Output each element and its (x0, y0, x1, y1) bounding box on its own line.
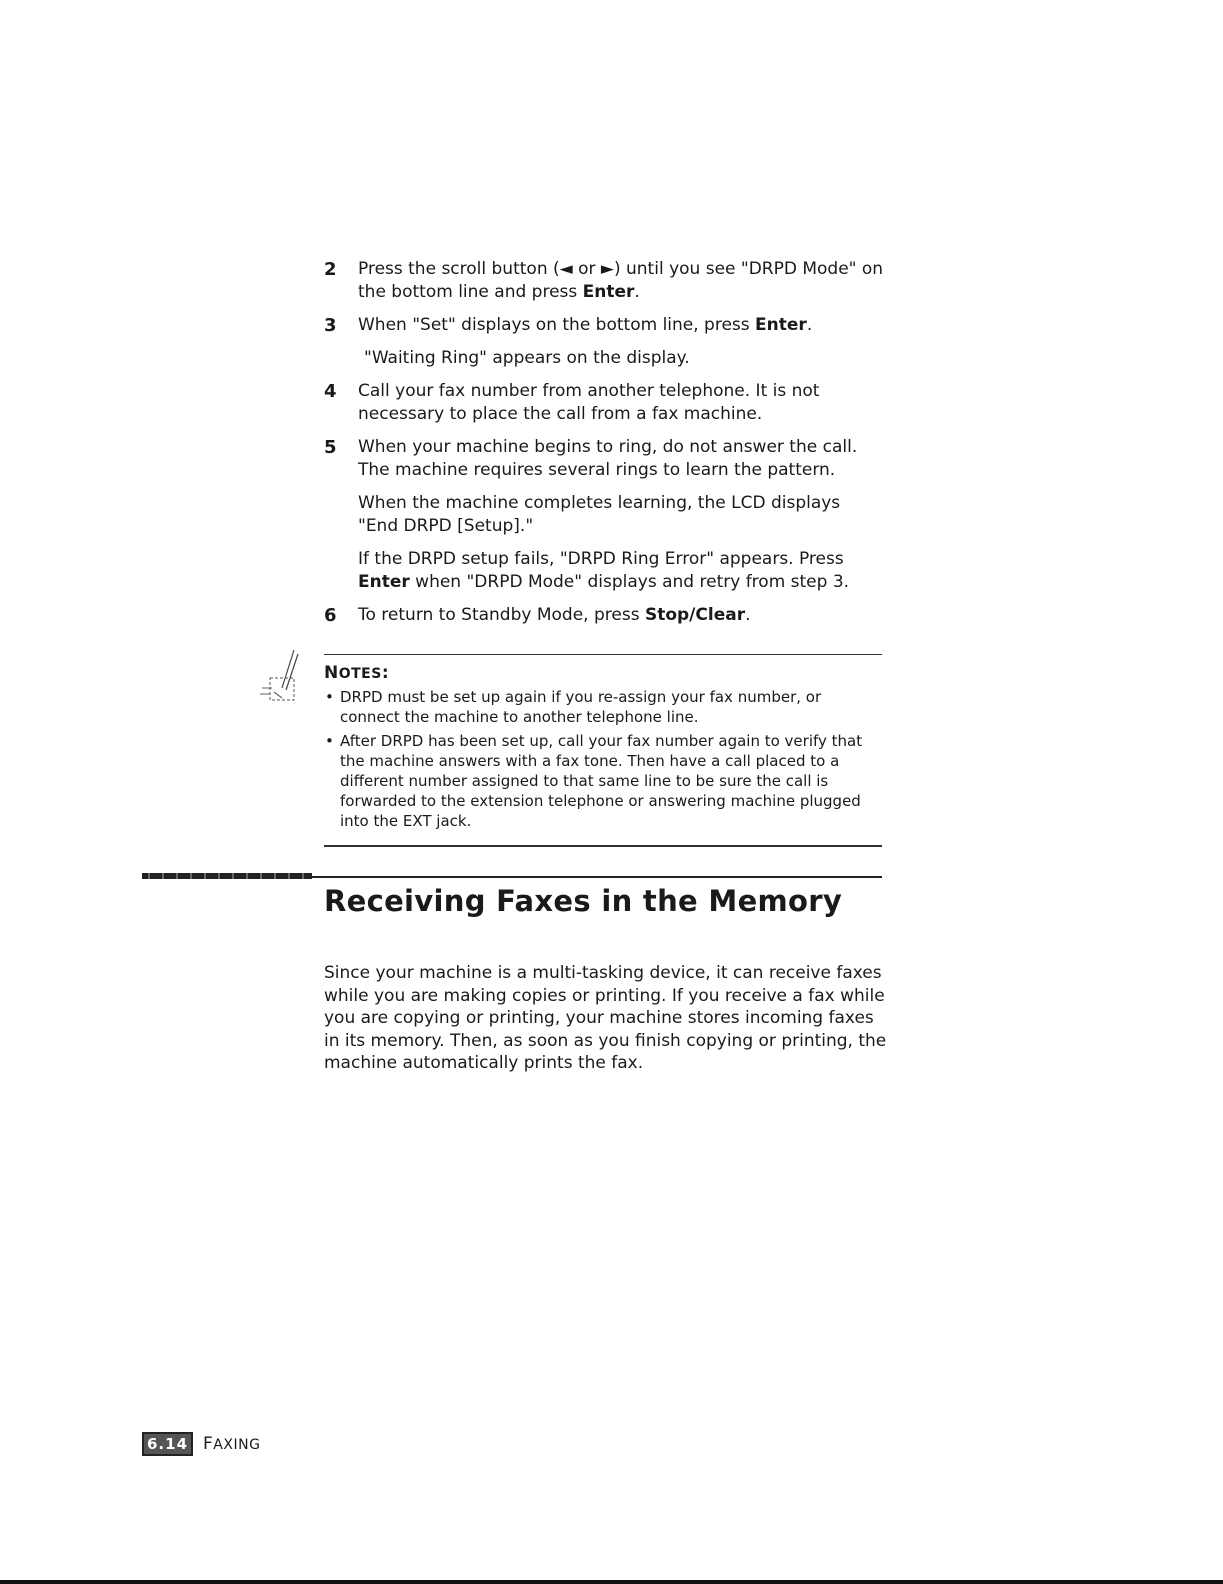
step-item (324, 314, 884, 370)
section-rule-accent (142, 873, 312, 879)
note-pencil-icon (256, 648, 302, 708)
note-item: • After DRPD has been set up, call your fax number again to verify that the machine answers with a fax tone. Then have a call placed to a different number assigned to that same line to be sure the call is forwarded to the extension telephone or answering machine plugged into the EXT jack. (324, 731, 882, 831)
step-text: Call your fax number from another telephone. It is not necessary to place the call from a fax machine. (358, 381, 820, 424)
step-item (324, 380, 884, 426)
notes-title: NOTES: (324, 663, 390, 683)
step-text: When the machine completes learning, the LCD displays "End DRPD [Setup]." (358, 493, 841, 536)
step-item (324, 604, 884, 627)
page-number-badge: 6.14 (142, 1432, 193, 1456)
chapter-label: FAXING (203, 1434, 261, 1454)
note-item: • DRPD must be set up again if you re-assign your fax number, or connect the machine to another telephone line. (324, 687, 882, 727)
step-text: "Waiting Ring" appears on the display. (364, 348, 690, 368)
page-bottom-edge (0, 1580, 1223, 1584)
step-number: 6 (324, 605, 337, 626)
step-text: When "Set" displays on the bottom line, press Enter. (358, 315, 813, 335)
notes-box (324, 654, 882, 847)
step-item (324, 436, 884, 594)
section-body: Since your machine is a multi-tasking device, it can receive faxes while you are making copies or printing. If you receive a fax while you are copying or printing, your machine stores incoming faxes in its memory. Then, as soon as you finish copying or printing, the machine automatically prints the fax. (324, 963, 887, 1073)
step-text: When your machine begins to ring, do not answer the call. The machine requires several rings to learn the pattern. (358, 437, 858, 480)
step-number: 3 (324, 315, 337, 336)
step-text: To return to Standby Mode, press Stop/Clear. (358, 605, 751, 625)
step-number: 2 (324, 259, 337, 280)
step-text: If the DRPD setup fails, "DRPD Ring Error" appears. Press Enter when "DRPD Mode" displays and retry from step 3. (358, 549, 850, 592)
step-item (324, 258, 884, 304)
step-text: Press the scroll button (◄ or ►) until you see "DRPD Mode" on the bottom line and press Enter. (358, 259, 884, 302)
section-title: Receiving Faxes in the Memory (324, 884, 843, 918)
steps-list (324, 258, 884, 637)
page-footer (142, 1432, 260, 1456)
step-number: 4 (324, 381, 337, 402)
notes-list (324, 687, 882, 831)
section-rule (312, 876, 882, 878)
step-number: 5 (324, 437, 337, 458)
